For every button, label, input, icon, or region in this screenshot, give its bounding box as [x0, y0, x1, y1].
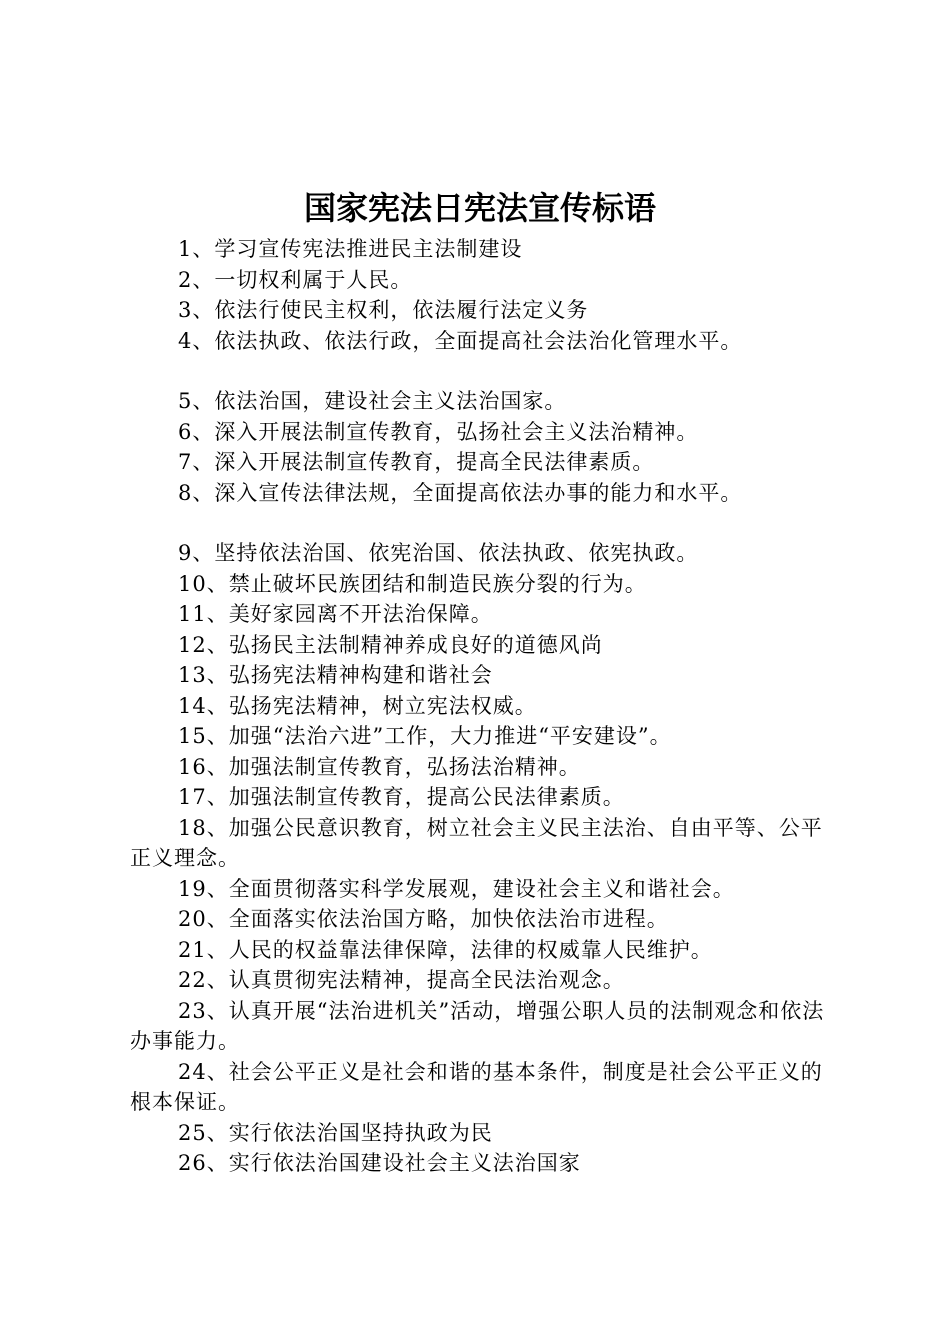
slogan-item-7: 7、深入开展法制宣传教育，提高全民法律素质。 — [178, 450, 655, 474]
slogan-item-2: 2、一切权利属于人民。 — [178, 267, 413, 292]
slogan-item-16: 16、加强法制宣传教育，弘扬法治精神。 — [178, 754, 581, 779]
slogan-item-17: 17、加强法制宣传教育，提高公民法律素质。 — [178, 785, 625, 809]
slogan-item-20: 20、全面落实依法治国方略，加快依法治市进程。 — [178, 907, 669, 931]
slogan-item-18: 18、加强公民意识教育，树立社会主义民主法治、自由平等、公平正义理念。 — [130, 815, 823, 870]
slogan-item-23: 23、认真开展“法治进机关”活动，增强公职人员的法制观念和依法办事能力。 — [130, 998, 825, 1053]
slogan-item-14: 14、弘扬宪法精神，树立宪法权威。 — [178, 693, 537, 718]
slogan-item-24: 24、社会公平正义是社会和谐的基本条件，制度是社会公平正义的根本保证。 — [130, 1059, 823, 1114]
slogan-item-12: 12、弘扬民主法制精神养成良好的道德风尚 — [178, 632, 603, 657]
slogan-item-10: 10、禁止破坏民族团结和制造民族分裂的行为。 — [178, 571, 647, 596]
slogan-item-15: 15、加强“法治六进”工作，大力推进“平安建设”。 — [178, 724, 672, 748]
slogan-item-9: 9、坚持依法治国、依宪治国、依法执政、依宪执政。 — [178, 541, 699, 565]
slogan-item-26: 26、实行依法治国建设社会主义法治国家 — [178, 1151, 581, 1175]
slogan-item-25: 25、实行依法治国坚持执政为民 — [178, 1120, 493, 1145]
slogan-item-8: 8、深入宣传法律法规，全面提高依法办事的能力和水平。 — [178, 480, 743, 505]
slogan-item-19: 19、全面贯彻落实科学发展观，建设社会主义和谐社会。 — [178, 876, 735, 901]
document-page — [130, 186, 830, 1179]
slogan-item-3: 3、依法行使民主权利，依法履行法定义务 — [178, 298, 589, 322]
slogan-list — [130, 234, 830, 1179]
slogan-item-4: 4、依法执政、依法行政，全面提高社会法治化管理水平。 — [178, 328, 743, 353]
slogan-item-13: 13、弘扬宪法精神构建和谐社会 — [178, 663, 493, 687]
slogan-item-1: 1、学习宣传宪法推进民主法制建设 — [178, 237, 523, 261]
slogan-item-22: 22、认真贯彻宪法精神，提高全民法治观念。 — [178, 968, 625, 992]
slogan-item-21: 21、人民的权益靠法律保障，法律的权威靠人民维护。 — [178, 937, 713, 962]
slogan-item-5: 5、依法治国，建设社会主义法治国家。 — [178, 389, 567, 413]
slogan-item-6: 6、深入开展法制宣传教育，弘扬社会主义法治精神。 — [178, 419, 699, 444]
document-title: 国家宪法日宪法宣传标语 — [303, 189, 656, 227]
slogan-item-11: 11、美好家园离不开法治保障。 — [178, 602, 493, 626]
